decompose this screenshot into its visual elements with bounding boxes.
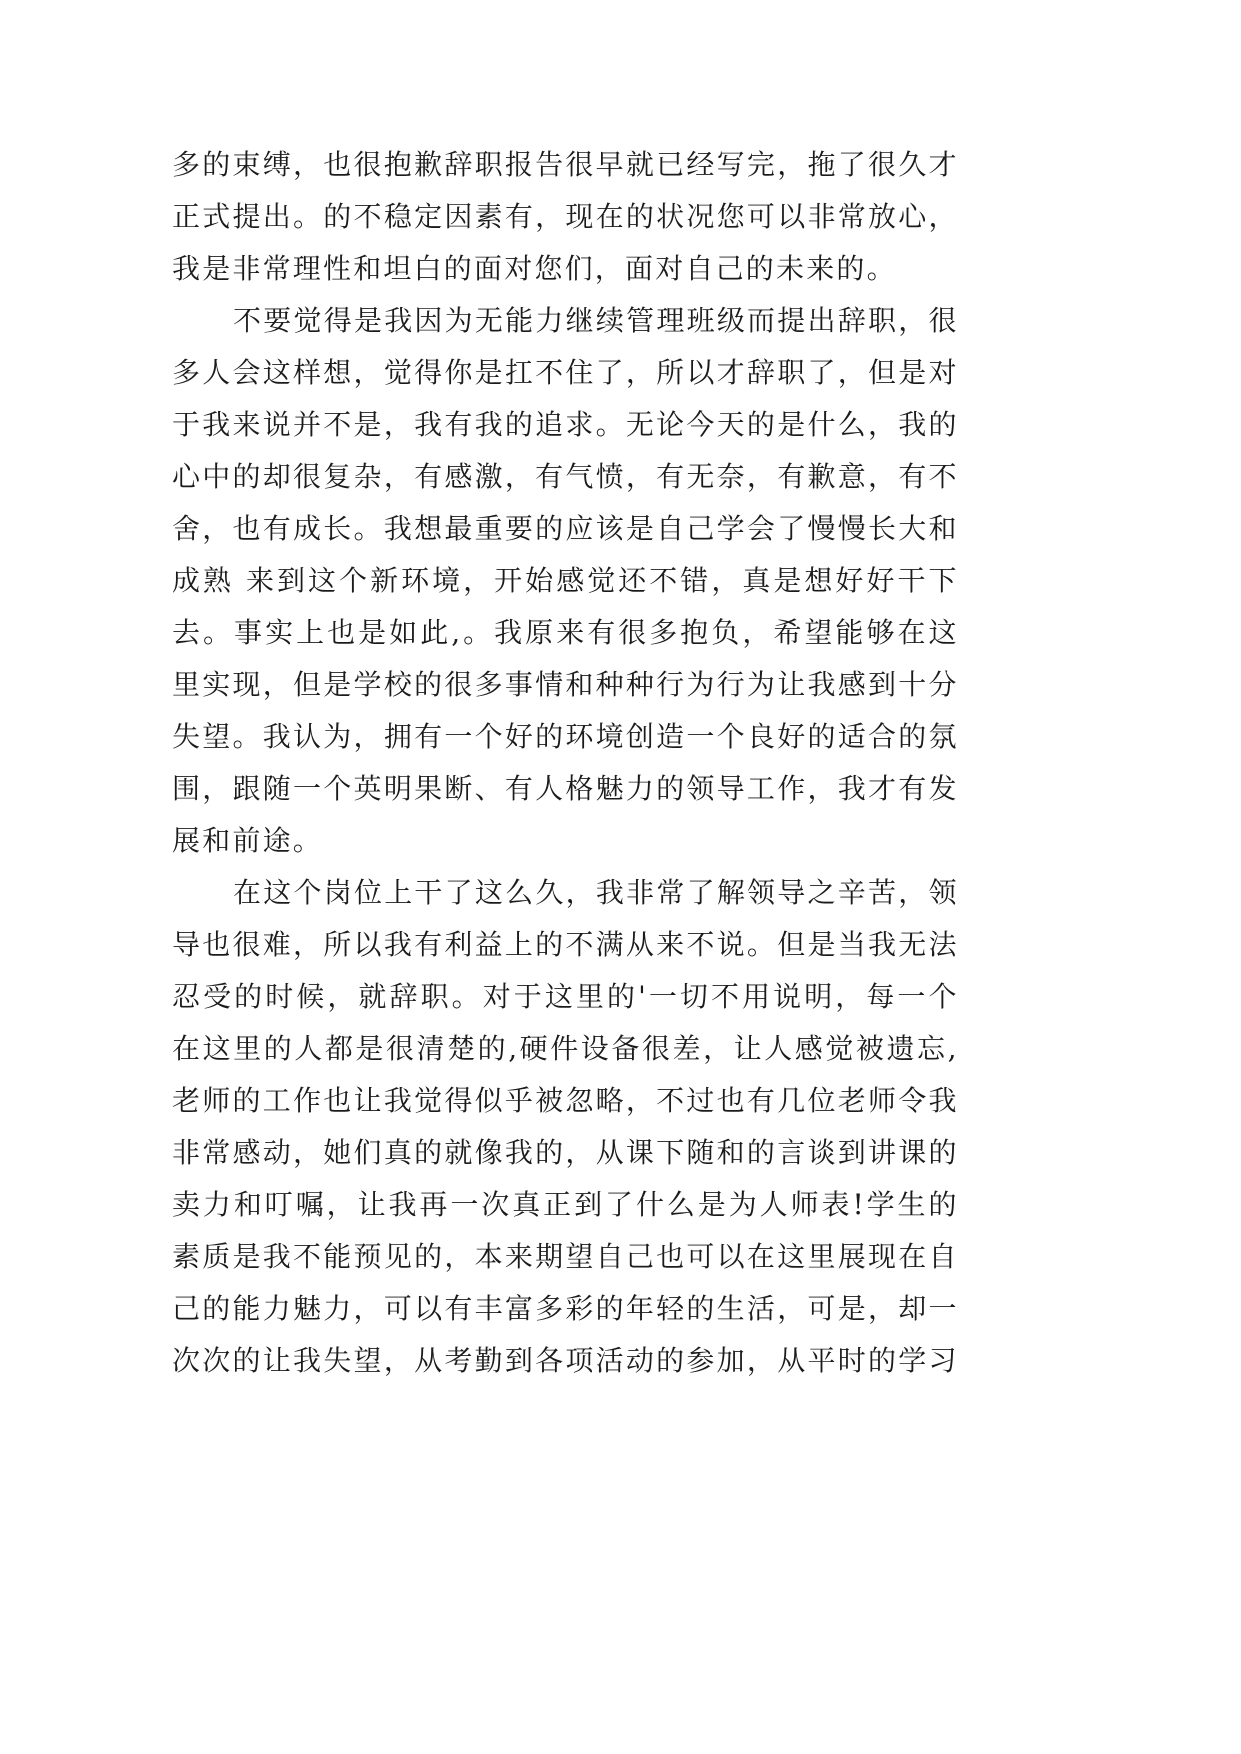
text-line: 导也很难，所以我有利益上的不满从来不说。但是当我无法 (172, 928, 958, 961)
paragraph (172, 295, 958, 867)
text-line: 非常感动，她们真的就像我的，从课下随和的言谈到讲课的 (172, 1136, 958, 1169)
text-line: 在这里的人都是很清楚的,硬件设备很差，让人感觉被遗忘, (172, 1032, 958, 1065)
paragraph (172, 139, 958, 295)
text-line: 我是非常理性和坦白的面对您们，面对自己的未来的。 (172, 252, 897, 285)
paragraph (172, 867, 958, 1387)
text-line: 于我来说并不是，我有我的追求。无论今天的是什么，我的 (172, 408, 958, 441)
text-line: 心中的却很复杂，有感激，有气愤，有无奈，有歉意，有不 (172, 460, 958, 493)
text-line: 在这个岗位上干了这么久，我非常了解领导之辛苦，领 (233, 876, 958, 909)
text-line: 去。事实上也是如此,。我原来有很多抱负，希望能够在这 (172, 616, 958, 649)
text-line: 多的束缚，也很抱歉辞职报告很早就已经写完，拖了很久才 (172, 148, 958, 181)
text-line: 舍，也有成长。我想最重要的应该是自己学会了慢慢长大和 (172, 512, 958, 545)
text-line: 正式提出。的不稳定因素有，现在的状况您可以非常放心， (172, 200, 958, 233)
text-line: 里实现，但是学校的很多事情和种种行为行为让我感到十分 (172, 668, 958, 701)
text-line: 忍受的时候，就辞职。对于这里的'一切不用说明，每一个 (172, 980, 958, 1013)
text-line: 老师的工作也让我觉得似乎被忽略，不过也有几位老师令我 (172, 1084, 958, 1117)
text-line: 展和前途。 (172, 824, 324, 857)
text-line: 己的能力魅力，可以有丰富多彩的年轻的生活，可是，却一 (172, 1292, 958, 1325)
text-line: 次次的让我失望，从考勤到各项活动的参加，从平时的学习 (172, 1344, 958, 1377)
text-line: 多人会这样想，觉得你是扛不住了，所以才辞职了，但是对 (172, 356, 958, 389)
text-line: 成熟 来到这个新环境，开始感觉还不错，真是想好好干下 (172, 564, 958, 597)
text-line: 素质是我不能预见的，本来期望自己也可以在这里展现在自 (172, 1240, 958, 1273)
text-line: 失望。我认为，拥有一个好的环境创造一个良好的适合的氛 (172, 720, 958, 753)
text-line: 围，跟随一个英明果断、有人格魅力的领导工作，我才有发 (172, 772, 958, 805)
text-line: 不要觉得是我因为无能力继续管理班级而提出辞职，很 (233, 304, 958, 337)
document-body (172, 139, 958, 1387)
text-line: 卖力和叮嘱，让我再一次真正到了什么是为人师表!学生的 (172, 1188, 958, 1221)
